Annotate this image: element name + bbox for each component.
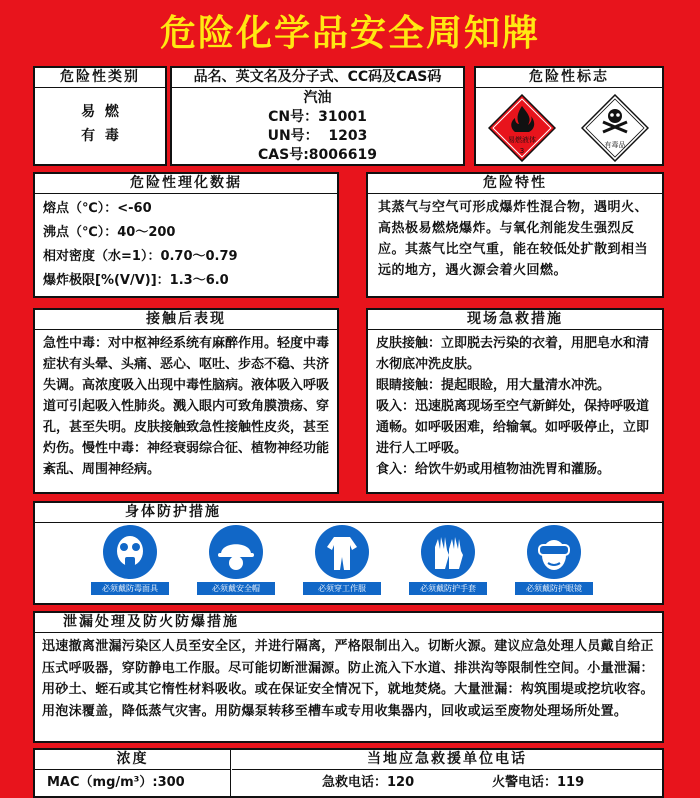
ppe-hard-hat <box>197 525 275 597</box>
hard-hat-icon <box>209 525 263 579</box>
leak-header: 泄漏处理及防火防爆措施 <box>35 613 662 633</box>
first-aid-header: 现场急救措施 <box>368 310 662 330</box>
category-toxic: 有 毒 <box>81 128 119 144</box>
goggles-icon <box>527 525 581 579</box>
hazard-signs-header: 危险性标志 <box>476 68 662 88</box>
exposure-text: 急性中毒：对中枢神经系统有麻醉作用。轻度中毒症状有头晕、头痛、恶心、呕吐、步态不稳、共济失调。高浓度吸入出现中毒性脑病。液体吸入呼吸道可引起吸入性肺炎。溅入眼内可致角膜溃疡、穿孔，甚至失明。皮肤接触致急性接触性皮炎，甚至灼伤。慢性中毒：神经衰弱综合征、植物神经功能紊乱、周围神经病。 <box>43 336 330 477</box>
gas-mask-icon <box>103 525 157 579</box>
first-aid-eyes: 眼睛接触：提起眼睑，用大量清水冲洗。 <box>376 378 611 393</box>
ppe-header: 身体防护措施 <box>35 503 662 523</box>
ppe-caption-coverall: 必须穿工作服 <box>303 582 381 595</box>
hazard-properties-panel <box>366 172 664 298</box>
ppe-goggles <box>515 525 593 597</box>
page-title: 危险化学品安全周知牌 <box>159 13 540 54</box>
leak-panel <box>33 611 664 743</box>
first-aid-inhalation: 吸入：迅速脱离现场至空气新鲜处，保持呼吸道通畅。如呼吸困难，给输氧。如呼吸停止，立即进行人工呼吸。 <box>376 399 650 456</box>
boiling-point: 沸点（℃）：40～200 <box>43 225 176 240</box>
ppe-gas-mask <box>91 525 169 597</box>
identity-panel <box>170 66 465 166</box>
hazard-properties-text: 其蒸气与空气可形成爆炸性混合物，遇明火、高热极易燃烧爆炸。与氧化剂能发生强烈反应。其蒸气比空气重，能在较低处扩散到相当远的地方，遇火源会着火回燃。 <box>378 200 649 278</box>
ppe-coverall <box>303 525 381 597</box>
category-flammable: 易 燃 <box>81 104 119 120</box>
ppe-caption-hard-hat: 必须戴安全帽 <box>197 582 275 595</box>
hazard-category-panel <box>33 66 167 166</box>
ppe-panel <box>33 501 664 605</box>
concentration-value: MAC（mg/m³）:300 <box>47 775 185 790</box>
concentration-header: 浓度 <box>35 750 230 770</box>
un-number: UN号： 1203 <box>267 128 368 144</box>
ppe-caption-gloves: 必须戴防护手套 <box>409 582 487 595</box>
gloves-icon <box>421 525 475 579</box>
svg-text:3: 3 <box>519 147 525 155</box>
first-aid-ingestion: 食入：给饮牛奶或用植物油洗胃和灌肠。 <box>376 462 611 477</box>
first-aid-phone: 急救电话：120 <box>322 775 415 790</box>
relative-density: 相对密度（水=1）：0.70～0.79 <box>43 249 238 264</box>
identity-header: 品名、英文名及分子式、CC码及CAS码 <box>172 68 463 88</box>
toxic-sign-label: 有毒品 <box>604 141 626 149</box>
emergency-header: 当地应急救援单位电话 <box>232 750 662 770</box>
first-aid-skin: 皮肤接触：立即脱去污染的衣着，用肥皂水和清水彻底冲洗皮肤。 <box>376 336 650 372</box>
physchem-panel <box>33 172 339 298</box>
cas-number: CAS号:8006619 <box>258 147 377 163</box>
hazard-signs-panel <box>474 66 664 166</box>
physchem-header: 危险性理化数据 <box>35 174 337 194</box>
fire-phone: 火警电话：119 <box>492 775 585 790</box>
ppe-gloves <box>409 525 487 597</box>
explosion-limit: 爆炸极限[%(V/V)]：1.3～6.0 <box>43 273 229 288</box>
melting-point: 熔点（℃）：<-60 <box>43 201 152 216</box>
product-name: 汽油 <box>303 90 332 106</box>
exposure-header: 接触后表现 <box>35 310 337 330</box>
exposure-panel <box>33 308 339 494</box>
flammable-sign-icon <box>488 94 556 162</box>
leak-text: 迅速撤离泄漏污染区人员至安全区，并进行隔离，严格限制出入。切断火源。建议应急处理人员戴自给正压式呼吸器，穿防静电工作服。尽可能切断泄漏源。防止流入下水道、排洪沟等限制性空间。小量泄漏：用砂土、蛭石或其它惰性材料吸收。或在保证安全情况下，就地焚烧。大量泄漏：构筑围堤或挖坑收容。用泡沫覆盖，降低蒸气灾害。用防爆泵转移至槽车或专用收集器内，回收或运至废物处理场所处置。 <box>42 639 654 719</box>
ppe-caption-goggles: 必须戴防护眼镜 <box>515 582 593 595</box>
flammable-sign-label: 易燃液体 <box>508 136 536 144</box>
cn-number: CN号：31001 <box>268 109 367 125</box>
hazard-category-header: 危险性类别 <box>35 68 165 88</box>
coverall-icon <box>315 525 369 579</box>
toxic-sign-icon <box>581 94 649 162</box>
hazard-properties-header: 危险特性 <box>368 174 662 194</box>
first-aid-panel <box>366 308 664 494</box>
ppe-caption-gas-mask: 必须戴防毒面具 <box>91 582 169 595</box>
